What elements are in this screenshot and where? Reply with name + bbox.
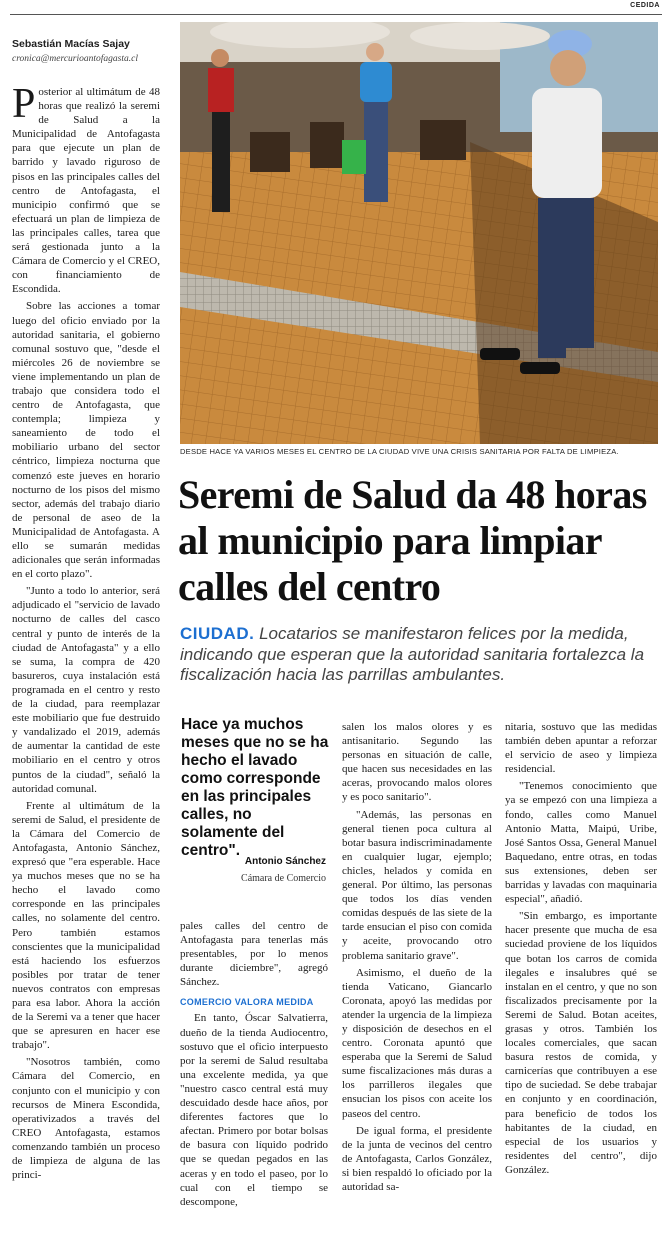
photo-credit: CEDIDA bbox=[630, 2, 660, 9]
paragraph: "Tenemos conocimiento que ya se empezó con una limpieza a fondo, calles como Manuel Antonio Matta, Maipú, Uribe, José Santos Ossa, General Manuel Baquedano, entre otras, en todas sus extensiones, deben ser barridas y lavadas con maquinaria especial", añadió. bbox=[505, 780, 657, 906]
pull-quote-author: Antonio Sánchez bbox=[244, 856, 326, 867]
paragraph: Posterior al ultimátum de 48 horas que realizó la seremi de Salud a la Municipalidad de Antofagasta para que ejecute un plan de barrido y lavado riguroso de pisos en las principales calles del centro de Antofagasta, el municipio confirmó que se efectuará un plan de limpieza de las principales calles, tarea que será gestionada junto a la Cámara de Comercio y el CREO, con financiamiento de Escondida. bbox=[12, 81, 160, 296]
pull-quote: Hace ya muchos meses que no se ha hecho el lavado como corresponde en las principales calles, no solamente del centro". bbox=[181, 716, 329, 859]
paragraph: nitaria, sostuvo que las medidas también deben apuntar a reforzar el servicio de aseo y limpieza residencial. bbox=[505, 721, 657, 776]
paragraph: Sobre las acciones a tomar luego del oficio enviado por la autoridad sanitaria, el gobierno comunal sostuvo que, "desde el miércoles 26 de noviembre se viene implementando un plan de trabajo que considera todo el centro de Antofagasta, que contempla; limpieza y saneamiento de todo el mobiliario urbano del sector céntrico, limpieza nocturna que comenzó este jueves en horario nocturno de los pisos del mismo sector, además del trabajo diario de personal de aseo de la Municipalidad de Antofagasta. A ello se sumarán medidas adicionales que serán informadas en el corto plazo". bbox=[12, 300, 160, 581]
lead-text: Locatarios se manifestaron felices por la medida, indicando que esperan que la autoridad sanitaria fortalezca la fiscalización hacia las parrillas ambulantes. bbox=[180, 624, 645, 684]
paragraph: salen los malos olores y es antisanitario. Segundo las personas en situación de calle, que hacen sus necesidades en las aceras, provocando malos olores y es poco sanitario". bbox=[342, 721, 492, 804]
paragraph: "Nosotros también, como Cámara del Comercio, en conjunto con el municipio y con recursos de Minera Escondida, operativizados a través del CREO Antofagasta, estamos comenzando también un proceso de limpieza de alguna de las princi- bbox=[12, 1056, 160, 1182]
paragraph: Frente al ultimátum de la seremi de Salud, el presidente de la Cámara del Comercio de Antofagasta, Antonio Sánchez, expresó que "era esperable. Hace ya muchos meses que no se ha hecho el lavado como corresponde en las principales calles, no solamente del centro. Pero también estamos conscientes que la municipalidad está haciendo los esfuerzos posibles por tratar de tener nuevos contratos con empresas para esa labor. Ahora la acción de la Seremi va a tener que hacer que se apresuren en hacer ese trabajo". bbox=[12, 799, 160, 1052]
paragraph: Asimismo, el dueño de la tienda Vaticano, Giancarlo Coronata, apoyó las medidas por atender la urgencia de la limpieza y disposición de desechos en el centro. Coronata apuntó que esperaba que la Seremi de Salud sume fiscalizaciones más duras a los parrilleros ilegales que ensucian los pisos con aceite los paseos del centro. bbox=[342, 966, 492, 1120]
top-rule bbox=[10, 14, 662, 15]
lead-paragraph bbox=[180, 624, 658, 686]
section-kicker: CIUDAD. bbox=[180, 624, 255, 643]
headline: Seremi de Salud da 48 horas al municipio para limpiar calles del centro bbox=[178, 472, 647, 609]
news-photo bbox=[180, 22, 658, 444]
pull-quote-role: Cámara de Comercio bbox=[241, 873, 326, 884]
paragraph: "Además, las personas en general tienen poca cultura al botar basura indiscriminadamente en cualquier lugar, ejemplo; chicles, helados y comida en general. Por último, las personas que todos los días venden comidas después de las siete de la tarde ensucian el piso con comida y aceite, provocando otro problema sanitario grave". bbox=[342, 808, 492, 962]
article-column-2 bbox=[180, 919, 328, 1212]
byline bbox=[12, 38, 172, 64]
paragraph: "Junto a todo lo anterior, será adjudicado el "servicio de lavado nocturno de calles del casco central y punto de interés de la ciudad de Antofagasta" y a ello se suma, la compra de 420 basureros, cuya instalación está programada en el centro y resto de la ciudad, para reemplazar este mobiliario que fue destruido y vandalizado el 2019, además de aumentar la cantidad de este mobiliario en el centro y otros puntos de la ciudad", señaló la autoridad comunal. bbox=[12, 585, 160, 795]
article-column-1 bbox=[12, 81, 160, 1185]
photo-caption: DESDE HACE YA VARIOS MESES EL CENTRO DE LA CIUDAD VIVE UNA CRISIS SANITARIA POR FALTA DE LIMPIEZA. bbox=[180, 447, 619, 456]
subheading: COMERCIO VALORA MEDIDA bbox=[180, 997, 314, 1008]
drop-cap: P bbox=[12, 81, 36, 127]
paragraph: pales calles del centro de Antofagasta para tenerlas más presentables, por lo menos durante diciembre", agregó Sánchez. bbox=[180, 920, 328, 989]
paragraph: "Sin embargo, es importante hacer presente que mucha de esa suciedad proviene de los líquidos que botan los carros de comida ilegales e insalubres qué se instalan en el centro, y que no son fiscalizados precisamente por la Seremi de Salud. Botan aceites, grasas y otros. También los locales comerciales, que sacan basura restos de comida, y carnicerías que contribuyen a ese tipo de suciedad. Se debe trabajar en conjunto y en coordinación, para beneficio de todos los habitantes de la ciudad, en especial de los usuarios y residentes del centro", dijo González. bbox=[505, 910, 657, 1176]
street-scene-illustration bbox=[180, 22, 658, 444]
author-name: Sebastián Macías Sajay bbox=[12, 38, 130, 50]
paragraph: De igual forma, el presidente de la junta de vecinos del centro de Antofagasta, Carlos González, si bien respaldó lo oficiado por la autoridad sa- bbox=[342, 1124, 492, 1193]
article-column-4 bbox=[505, 720, 657, 1180]
author-email: cronica@mercurioantofagasta.cl bbox=[12, 54, 138, 64]
paragraph: En tanto, Óscar Salvatierra, dueño de la tienda Audiocentro, sostuvo que el oficio interpuesto por la seremi de Salud resultaba una excelente medida, ya que "nuestro casco central está muy descuidado desde hace años, por diferentes factores que lo afectan. Primero por botar bolsas de basura con líquido podrido que se quedan pegados en las aceras y en todo el paseo, por lo cual con el tiempo se descompone, bbox=[180, 1012, 328, 1208]
article-column-3 bbox=[342, 720, 492, 1197]
